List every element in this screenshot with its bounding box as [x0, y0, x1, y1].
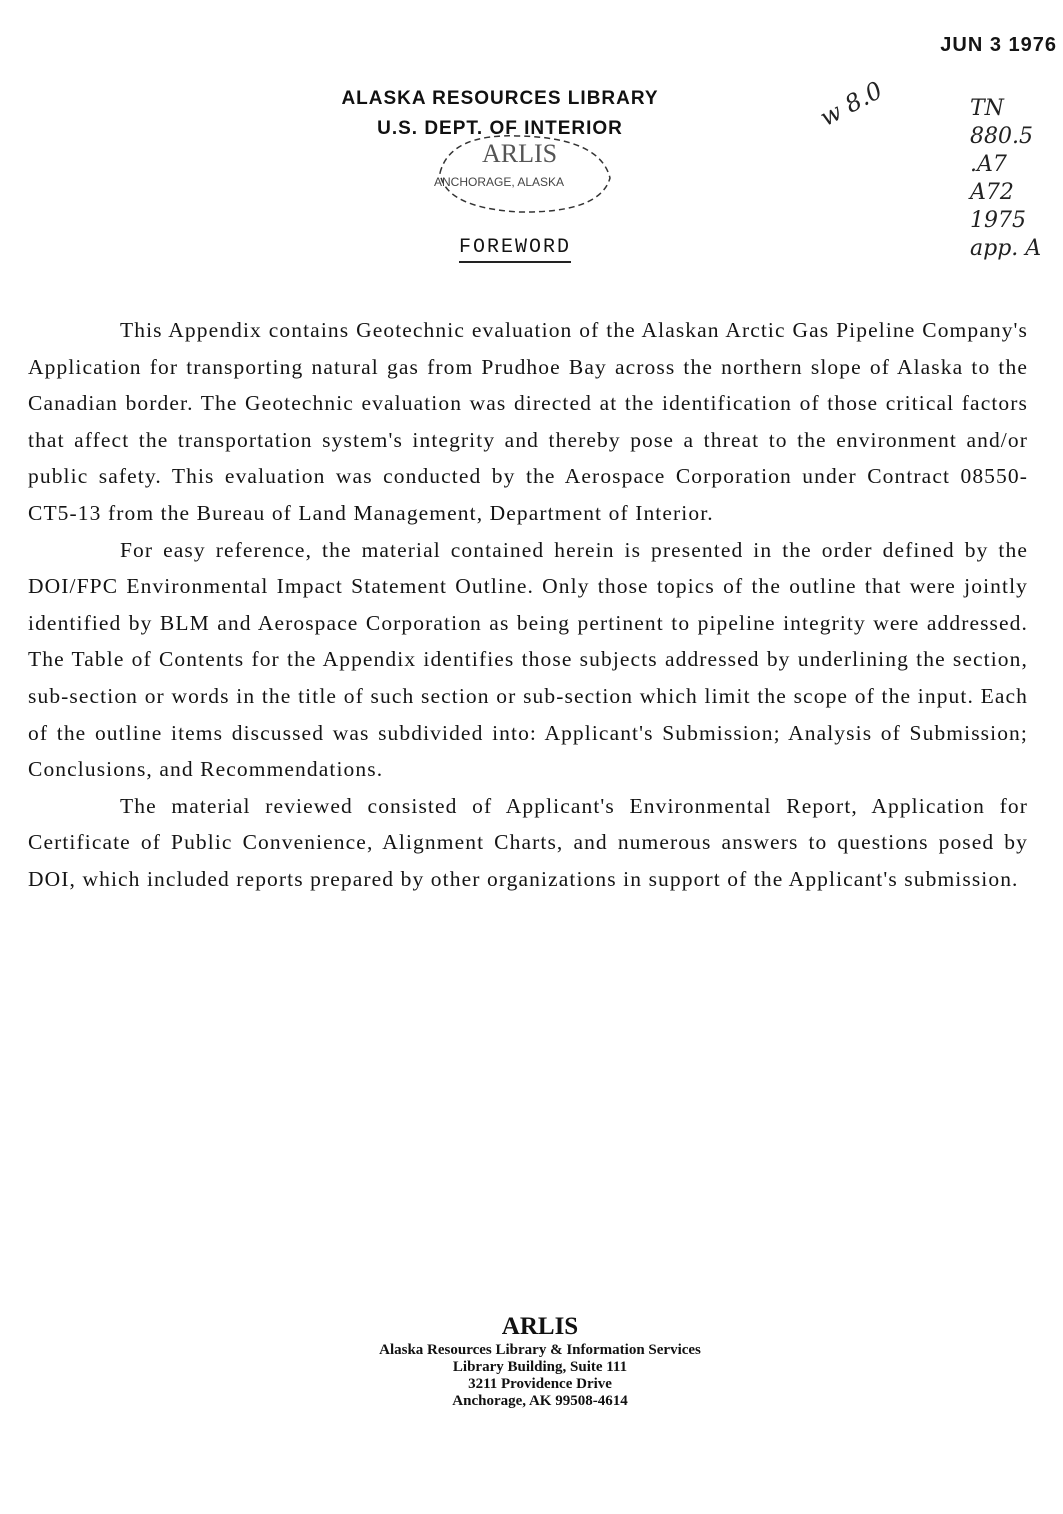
- arlis-address-stamp: [340, 1312, 740, 1410]
- library-stamp-line2: U.S. DEPT. OF INTERIOR: [377, 118, 623, 139]
- arlis-name: ARLIS: [501, 1313, 579, 1340]
- call-number-line: 880.5: [970, 124, 1033, 149]
- call-number-line: 1975: [970, 208, 1026, 233]
- seal-text: ARLIS: [482, 139, 558, 168]
- library-seal: [420, 128, 620, 218]
- call-number-line: TN: [970, 96, 1004, 121]
- arlis-line: 3211 Providence Drive: [468, 1376, 612, 1392]
- paragraph: For easy reference, the material contained herein is presented in the order defined by the DOI/FPC Environmental Impact Statement Outline. Only those topics of the outline that were jointly identified by BLM and Aerospace Corporation as being pertinent to pipeline integrity were addressed. The Table of Contents for the Appendix identifies those subjects addressed by underlining the section, sub-section or words in the title of such section or sub-section which limit the scope of the input. Each of the outline items discussed was subdivided into: Applicant's Submission; Analysis of Submission; Conclusions, and Recommendations.: [28, 537, 1028, 782]
- arlis-line: Alaska Resources Library & Information Services: [379, 1342, 701, 1358]
- call-number-line: app. A: [970, 236, 1042, 261]
- arlis-line: Anchorage, AK 99508-4614: [452, 1393, 628, 1409]
- library-stamp-line1: ALASKA RESOURCES LIBRARY: [341, 88, 659, 109]
- foreword-heading: FOREWORD: [459, 236, 571, 263]
- call-number-line: .A7: [970, 152, 1007, 177]
- handwritten-circle-note: w 8.0: [815, 76, 888, 132]
- page-title: [0, 236, 1030, 259]
- seal-subtext: ANCHORAGE, ALASKA: [434, 175, 565, 189]
- paragraph: This Appendix contains Geotechnic evaluation of the Alaskan Arctic Gas Pipeline Company's Application for transporting natural gas from Prudhoe Bay across the northern slope of Alaska to the Canadian border. The Geotechnic evaluation was directed at the identification of those critical factors that affect the transportation system's integrity and thereby pose a threat to the environment and/or public safety. This evaluation was conducted by the Aerospace Corporation under Contract 08550-CT5-13 from the Bureau of Land Management, Department of Interior.: [28, 318, 1028, 525]
- arlis-line: Library Building, Suite 111: [452, 1359, 628, 1375]
- foreword-body: [28, 312, 1028, 898]
- received-date-stamp: JUN 3 1976: [940, 34, 1057, 56]
- call-number-line: A72: [970, 180, 1014, 205]
- paragraph: The material reviewed consisted of Applicant's Environmental Report, Application for Certificate of Public Convenience, Alignment Charts, and numerous answers to questions posed by DOI, which included reports prepared by other organizations in support of the Applicant's submission.: [28, 793, 1028, 891]
